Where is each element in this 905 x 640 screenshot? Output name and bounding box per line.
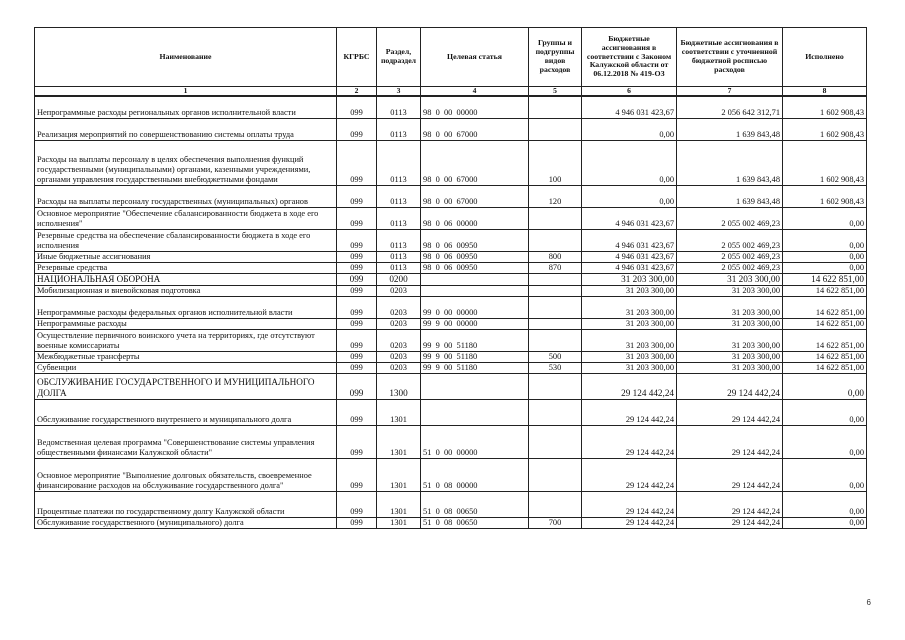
row-kgrbs: 099 [337, 318, 377, 329]
row-revised-allocation: 31 203 300,00 [677, 296, 783, 318]
table-row [35, 425, 867, 458]
table-row [35, 362, 867, 373]
row-kgrbs: 099 [337, 399, 377, 425]
row-executed: 0,00 [783, 491, 867, 517]
row-expense-type [529, 230, 582, 252]
row-expense-type: 500 [529, 351, 582, 362]
row-razdel: 0203 [377, 318, 421, 329]
row-law-allocation: 31 203 300,00 [582, 318, 677, 329]
header-law-allocation: Бюджетные ассигнования в соответствии с Законом Калужской области от 06.12.2018 № 419-ОЗ [582, 28, 677, 87]
row-expense-type [529, 318, 582, 329]
row-executed: 1 602 908,43 [783, 96, 867, 119]
header-revised-allocation: Бюджетные ассигнования в соответствии с уточненной бюджетной росписью расходов [677, 28, 783, 87]
row-kgrbs: 099 [337, 141, 377, 186]
row-razdel: 0200 [377, 274, 421, 286]
row-expense-type [529, 491, 582, 517]
table-row [35, 119, 867, 141]
table-row [35, 517, 867, 528]
row-kgrbs: 099 [337, 491, 377, 517]
row-name: Расходы на выплаты персоналу в целях обеспечения выполнения функций государственными (муниципальными) органами, казенными учреждениями, органами управления государственными внебюджетными фондами [35, 141, 337, 186]
table-row [35, 285, 867, 296]
row-revised-allocation: 29 124 442,24 [677, 425, 783, 458]
row-target-article [421, 399, 529, 425]
row-kgrbs: 099 [337, 373, 377, 399]
row-expense-type [529, 96, 582, 119]
row-razdel: 1301 [377, 399, 421, 425]
row-executed: 1 602 908,43 [783, 119, 867, 141]
row-target-article: 99 9 00 00000 [421, 318, 529, 329]
row-name: Основное мероприятие "Обеспечение сбалансированности бюджета в ходе его исполнения" [35, 208, 337, 230]
row-expense-type: 530 [529, 362, 582, 373]
column-number-row [35, 87, 867, 97]
row-target-article: 98 0 06 00950 [421, 230, 529, 252]
row-law-allocation: 29 124 442,24 [582, 517, 677, 528]
row-law-allocation: 31 203 300,00 [582, 351, 677, 362]
row-kgrbs: 099 [337, 119, 377, 141]
row-law-allocation: 0,00 [582, 141, 677, 186]
row-target-article: 51 0 08 00650 [421, 491, 529, 517]
row-law-allocation: 31 203 300,00 [582, 296, 677, 318]
row-target-article [421, 285, 529, 296]
row-expense-type [529, 274, 582, 286]
row-revised-allocation: 29 124 442,24 [677, 399, 783, 425]
row-razdel: 0203 [377, 285, 421, 296]
row-expense-type [529, 425, 582, 458]
row-expense-type: 870 [529, 263, 582, 274]
row-law-allocation: 31 203 300,00 [582, 285, 677, 296]
column-number: 7 [677, 87, 783, 97]
row-law-allocation: 29 124 442,24 [582, 491, 677, 517]
row-executed: 14 622 851,00 [783, 285, 867, 296]
row-target-article: 98 0 00 67000 [421, 119, 529, 141]
row-razdel: 0113 [377, 141, 421, 186]
row-expense-type: 800 [529, 252, 582, 263]
row-expense-type [529, 458, 582, 491]
row-razdel: 1301 [377, 458, 421, 491]
row-kgrbs: 099 [337, 296, 377, 318]
row-revised-allocation: 31 203 300,00 [677, 285, 783, 296]
row-name: Непрограммные расходы региональных органов исполнительной власти [35, 96, 337, 119]
row-law-allocation: 29 124 442,24 [582, 425, 677, 458]
row-law-allocation: 4 946 031 423,67 [582, 230, 677, 252]
row-name: Процентные платежи по государственному долгу Калужской области [35, 491, 337, 517]
table-row [35, 274, 867, 286]
row-razdel: 1301 [377, 425, 421, 458]
column-number: 2 [337, 87, 377, 97]
row-razdel: 1300 [377, 373, 421, 399]
row-expense-type [529, 285, 582, 296]
row-name: Ведомственная целевая программа "Совершенствование системы управления общественными финансами Калужской области" [35, 425, 337, 458]
row-law-allocation: 4 946 031 423,67 [582, 96, 677, 119]
column-number: 6 [582, 87, 677, 97]
table-row [35, 399, 867, 425]
table-row [35, 252, 867, 263]
row-executed: 14 622 851,00 [783, 362, 867, 373]
row-expense-type [529, 373, 582, 399]
row-target-article: 99 9 00 51180 [421, 351, 529, 362]
row-razdel: 0203 [377, 329, 421, 351]
row-name: ОБСЛУЖИВАНИЕ ГОСУДАРСТВЕННОГО И МУНИЦИПАЛЬНОГО ДОЛГА [35, 373, 337, 399]
row-kgrbs: 099 [337, 329, 377, 351]
table-row [35, 458, 867, 491]
row-revised-allocation: 31 203 300,00 [677, 329, 783, 351]
row-name: Обслуживание государственного внутреннего и муниципального долга [35, 399, 337, 425]
row-executed: 0,00 [783, 373, 867, 399]
table-row [35, 186, 867, 208]
row-law-allocation: 4 946 031 423,67 [582, 263, 677, 274]
table-row [35, 263, 867, 274]
row-revised-allocation: 31 203 300,00 [677, 274, 783, 286]
row-revised-allocation: 2 055 002 469,23 [677, 252, 783, 263]
row-target-article: 51 0 08 00650 [421, 517, 529, 528]
row-executed: 14 622 851,00 [783, 329, 867, 351]
table-row [35, 329, 867, 351]
table-row [35, 296, 867, 318]
row-razdel: 0113 [377, 230, 421, 252]
row-expense-type: 100 [529, 141, 582, 186]
row-razdel: 0113 [377, 252, 421, 263]
table-row [35, 491, 867, 517]
row-expense-type: 700 [529, 517, 582, 528]
row-expense-type [529, 119, 582, 141]
row-revised-allocation: 31 203 300,00 [677, 318, 783, 329]
header-row [35, 28, 867, 87]
row-razdel: 0203 [377, 351, 421, 362]
row-name: Резервные средства на обеспечение сбалансированности бюджета в ходе его исполнения [35, 230, 337, 252]
row-law-allocation: 0,00 [582, 186, 677, 208]
row-target-article: 98 0 06 00950 [421, 263, 529, 274]
table-body [35, 87, 867, 529]
row-executed: 0,00 [783, 208, 867, 230]
row-name: Расходы на выплаты персоналу государственных (муниципальных) органов [35, 186, 337, 208]
row-revised-allocation: 2 055 002 469,23 [677, 263, 783, 274]
row-razdel: 0203 [377, 296, 421, 318]
row-target-article: 51 0 08 00000 [421, 458, 529, 491]
column-number: 1 [35, 87, 337, 97]
row-razdel: 0113 [377, 96, 421, 119]
header-target-article: Целевая статья [421, 28, 529, 87]
row-target-article: 99 9 00 51180 [421, 362, 529, 373]
row-name: Субвенции [35, 362, 337, 373]
table-row [35, 96, 867, 119]
row-executed: 1 602 908,43 [783, 141, 867, 186]
row-law-allocation: 31 203 300,00 [582, 274, 677, 286]
row-name: Межбюджетные трансферты [35, 351, 337, 362]
row-kgrbs: 099 [337, 263, 377, 274]
row-razdel: 0113 [377, 119, 421, 141]
budget-table [34, 27, 867, 529]
row-revised-allocation: 31 203 300,00 [677, 351, 783, 362]
row-name: Мобилизационная и вневойсковая подготовка [35, 285, 337, 296]
table-row [35, 141, 867, 186]
row-law-allocation: 31 203 300,00 [582, 362, 677, 373]
row-name: Иные бюджетные ассигнования [35, 252, 337, 263]
row-name: НАЦИОНАЛЬНАЯ ОБОРОНА [35, 274, 337, 286]
row-law-allocation: 4 946 031 423,67 [582, 252, 677, 263]
row-revised-allocation: 2 056 642 312,71 [677, 96, 783, 119]
row-expense-type [529, 329, 582, 351]
row-executed: 1 602 908,43 [783, 186, 867, 208]
row-law-allocation: 29 124 442,24 [582, 373, 677, 399]
row-revised-allocation: 2 055 002 469,23 [677, 230, 783, 252]
row-law-allocation: 29 124 442,24 [582, 458, 677, 491]
row-expense-type [529, 208, 582, 230]
row-executed: 14 622 851,00 [783, 274, 867, 286]
row-executed: 14 622 851,00 [783, 296, 867, 318]
row-executed: 14 622 851,00 [783, 318, 867, 329]
row-kgrbs: 099 [337, 230, 377, 252]
row-name: Резервные средства [35, 263, 337, 274]
table-row [35, 318, 867, 329]
row-target-article: 98 0 06 00950 [421, 252, 529, 263]
row-executed: 14 622 851,00 [783, 351, 867, 362]
row-revised-allocation: 31 203 300,00 [677, 362, 783, 373]
row-revised-allocation: 1 639 843,48 [677, 119, 783, 141]
row-executed: 0,00 [783, 263, 867, 274]
row-revised-allocation: 1 639 843,48 [677, 141, 783, 186]
table-row [35, 208, 867, 230]
row-kgrbs: 099 [337, 458, 377, 491]
row-kgrbs: 099 [337, 274, 377, 286]
row-revised-allocation: 29 124 442,24 [677, 517, 783, 528]
row-target-article: 98 0 00 00000 [421, 96, 529, 119]
budget-sheet [34, 27, 866, 529]
row-revised-allocation: 29 124 442,24 [677, 458, 783, 491]
row-name: Основное мероприятие "Выполнение долговых обязательств, своевременное финансирование расходов на обслуживание государственного долга" [35, 458, 337, 491]
column-number: 4 [421, 87, 529, 97]
row-kgrbs: 099 [337, 208, 377, 230]
header-executed: Исполнено [783, 28, 867, 87]
row-name: Непрограммные расходы [35, 318, 337, 329]
row-kgrbs: 099 [337, 252, 377, 263]
row-revised-allocation: 29 124 442,24 [677, 373, 783, 399]
row-kgrbs: 099 [337, 362, 377, 373]
row-revised-allocation: 2 055 002 469,23 [677, 208, 783, 230]
row-razdel: 0113 [377, 263, 421, 274]
row-executed: 0,00 [783, 458, 867, 491]
header-expense-type: Группы и подгруппы видов расходов [529, 28, 582, 87]
row-name: Обслуживание государственного (муниципального) долга [35, 517, 337, 528]
row-executed: 0,00 [783, 230, 867, 252]
page-number: 6 [866, 598, 871, 607]
row-name: Непрограммные расходы федеральных органов исполнительной власти [35, 296, 337, 318]
table-row [35, 373, 867, 399]
header-razdel: Раздел, подраздел [377, 28, 421, 87]
row-executed: 0,00 [783, 252, 867, 263]
row-target-article: 99 0 00 00000 [421, 296, 529, 318]
row-razdel: 0113 [377, 186, 421, 208]
row-executed: 0,00 [783, 517, 867, 528]
header-kgrbs: КГРБС [337, 28, 377, 87]
row-law-allocation: 0,00 [582, 119, 677, 141]
header-name: Наименование [35, 28, 337, 87]
row-kgrbs: 099 [337, 517, 377, 528]
row-razdel: 1301 [377, 517, 421, 528]
row-kgrbs: 099 [337, 285, 377, 296]
row-target-article: 99 9 00 51180 [421, 329, 529, 351]
row-target-article: 98 0 00 67000 [421, 186, 529, 208]
row-expense-type [529, 399, 582, 425]
table-row [35, 351, 867, 362]
row-executed: 0,00 [783, 399, 867, 425]
row-law-allocation: 29 124 442,24 [582, 399, 677, 425]
row-law-allocation: 31 203 300,00 [582, 329, 677, 351]
row-kgrbs: 099 [337, 425, 377, 458]
row-expense-type [529, 296, 582, 318]
row-target-article: 51 0 00 00000 [421, 425, 529, 458]
row-target-article: 98 0 06 00000 [421, 208, 529, 230]
column-number: 3 [377, 87, 421, 97]
row-kgrbs: 099 [337, 351, 377, 362]
row-name: Осуществление первичного воинского учета на территориях, где отсутствуют военные комиссариаты [35, 329, 337, 351]
row-expense-type: 120 [529, 186, 582, 208]
row-razdel: 1301 [377, 491, 421, 517]
row-target-article [421, 274, 529, 286]
row-razdel: 0203 [377, 362, 421, 373]
row-revised-allocation: 1 639 843,48 [677, 186, 783, 208]
row-revised-allocation: 29 124 442,24 [677, 491, 783, 517]
row-target-article: 98 0 00 67000 [421, 141, 529, 186]
row-name: Реализация мероприятий по совершенствованию системы оплаты труда [35, 119, 337, 141]
row-target-article [421, 373, 529, 399]
table-row [35, 230, 867, 252]
column-number: 8 [783, 87, 867, 97]
row-kgrbs: 099 [337, 96, 377, 119]
row-law-allocation: 4 946 031 423,67 [582, 208, 677, 230]
column-number: 5 [529, 87, 582, 97]
row-kgrbs: 099 [337, 186, 377, 208]
row-executed: 0,00 [783, 425, 867, 458]
row-razdel: 0113 [377, 208, 421, 230]
